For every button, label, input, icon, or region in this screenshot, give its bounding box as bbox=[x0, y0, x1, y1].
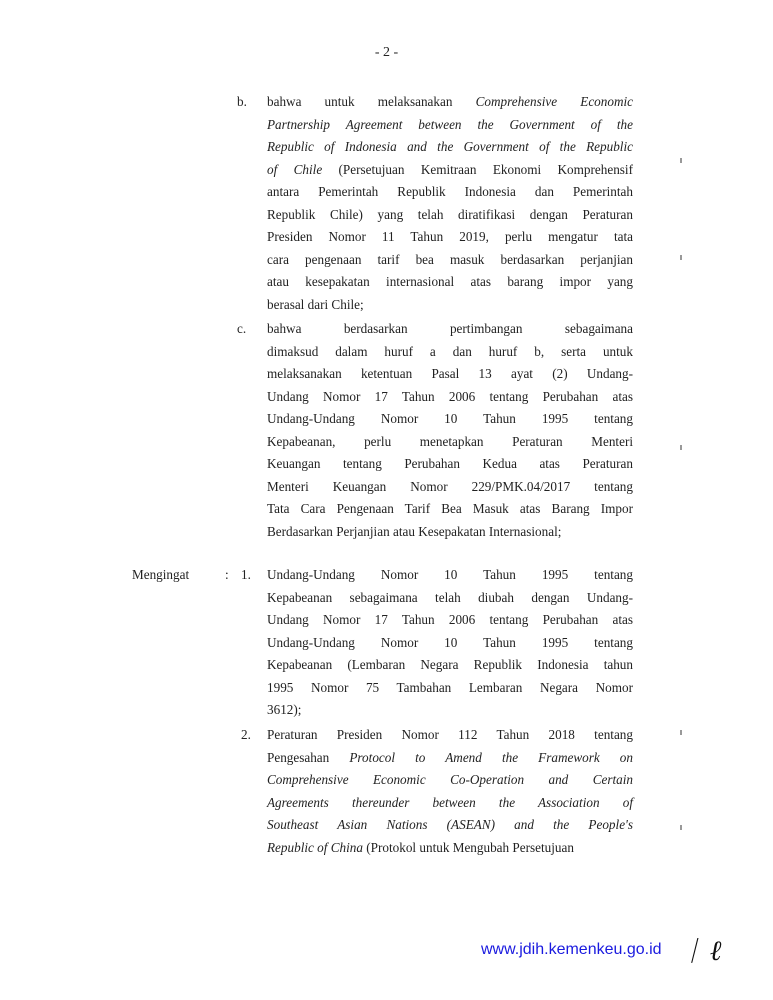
footer-url-link[interactable]: www.jdih.kemenkeu.go.id bbox=[481, 941, 662, 958]
text-line bbox=[267, 699, 633, 722]
text-line bbox=[267, 609, 633, 632]
italic-text: Partnership Agreement between the Government of the bbox=[267, 116, 633, 132]
text-line bbox=[267, 114, 633, 137]
text-line bbox=[267, 837, 633, 860]
scan-mark bbox=[680, 445, 682, 450]
text-line bbox=[267, 226, 633, 249]
text-segment: bahwa untuk melaksanakan bbox=[267, 94, 476, 109]
text-segment: Menteri Keuangan Nomor 229/PMK.04/2017 tentang bbox=[267, 478, 633, 494]
text-segment: Pengesahan bbox=[267, 749, 350, 765]
initials-signature: ᛁ ℓ bbox=[684, 934, 722, 967]
text-line bbox=[267, 363, 633, 386]
text-line bbox=[267, 249, 633, 272]
text-line bbox=[267, 159, 633, 182]
mengingat-colon: : bbox=[225, 567, 229, 582]
text-segment: Kepabeanan, perlu menetapkan Peraturan Menteri bbox=[267, 433, 633, 449]
text-line bbox=[267, 654, 633, 677]
text-segment: antara Pemerintah Republik Indonesia dan Pemerintah bbox=[267, 184, 633, 199]
italic-text: Comprehensive Economic bbox=[475, 94, 633, 109]
text-segment: Republik Chile) yang telah diratifikasi dengan Peraturan bbox=[267, 206, 633, 222]
consideration-c-marker: c. bbox=[237, 321, 247, 336]
text-segment: cara pengenaan tarif bea masuk berdasarkan perjanjian bbox=[267, 251, 633, 267]
text-segment: atau kesepakatan internasional atas barang impor yang bbox=[267, 274, 633, 289]
text-line bbox=[267, 521, 633, 544]
scan-mark bbox=[680, 825, 682, 830]
italic-text: Agreements thereunder between the Association of bbox=[267, 794, 633, 810]
text-line bbox=[267, 181, 633, 204]
text-line bbox=[267, 294, 633, 317]
text-line bbox=[267, 769, 633, 792]
consideration-c-paragraph bbox=[267, 318, 633, 543]
text-line bbox=[267, 498, 633, 521]
italic-text: Comprehensive Economic Co-Operation and Certain bbox=[267, 772, 633, 787]
italic-text: Republic of China bbox=[267, 839, 363, 855]
text-segment: 3612); bbox=[267, 702, 302, 717]
page-number: - 2 - bbox=[374, 45, 399, 60]
text-segment: Presiden Nomor 11 Tahun 2019, perlu mengatur tata bbox=[267, 229, 633, 244]
text-segment: Keuangan tentang Perubahan Kedua atas Peraturan bbox=[267, 456, 633, 471]
text-line bbox=[267, 476, 633, 499]
consideration-b-marker: b. bbox=[237, 94, 247, 109]
text-segment: Kepabeanan sebagaimana telah diubah dengan Undang- bbox=[267, 589, 633, 605]
text-segment: melaksanakan ketentuan Pasal 13 ayat (2) Undang- bbox=[267, 366, 633, 381]
italic-text: Protocol to Amend the Framework on bbox=[349, 749, 633, 765]
text-line bbox=[267, 814, 633, 837]
text-line bbox=[267, 587, 633, 610]
mengingat-2-marker: 2. bbox=[241, 727, 251, 742]
text-segment: 1995 Nomor 75 Tambahan Lembaran Negara Nomor bbox=[267, 679, 633, 695]
italic-text: Southeast Asian Nations (ASEAN) and the People's bbox=[267, 817, 633, 832]
scan-mark bbox=[680, 158, 682, 163]
text-segment: Undang Nomor 17 Tahun 2006 tentang Perubahan atas bbox=[267, 388, 633, 404]
text-line bbox=[267, 792, 633, 815]
text-line bbox=[267, 453, 633, 476]
text-line bbox=[267, 431, 633, 454]
mengingat-1-marker: 1. bbox=[241, 567, 251, 582]
text-segment: Undang-Undang Nomor 10 Tahun 1995 tentang bbox=[267, 634, 633, 650]
mengingat-1-paragraph bbox=[267, 564, 633, 722]
text-segment: Peraturan Presiden Nomor 112 Tahun 2018 tentang bbox=[267, 727, 633, 742]
text-segment: Undang Nomor 17 Tahun 2006 tentang Perubahan atas bbox=[267, 612, 633, 627]
text-segment: Undang-Undang Nomor 10 Tahun 1995 tentang bbox=[267, 411, 633, 426]
consideration-b-paragraph bbox=[267, 91, 633, 316]
text-segment: (Persetujuan Kemitraan Ekonomi Komprehensif bbox=[322, 161, 633, 177]
text-line bbox=[267, 677, 633, 700]
text-line bbox=[267, 136, 633, 159]
text-line bbox=[267, 91, 633, 114]
text-line bbox=[267, 724, 633, 747]
text-segment: Undang-Undang Nomor 10 Tahun 1995 tentang bbox=[267, 567, 633, 582]
text-line bbox=[267, 341, 633, 364]
text-segment: Berdasarkan Perjanjian atau Kesepakatan Internasional; bbox=[267, 523, 562, 539]
italic-text: Republic of Indonesia and the Government of the Republic bbox=[267, 139, 633, 154]
text-line bbox=[267, 564, 633, 587]
text-line bbox=[267, 408, 633, 431]
text-line bbox=[267, 318, 633, 341]
text-segment: Kepabeanan (Lembaran Negara Republik Indonesia tahun bbox=[267, 657, 633, 672]
text-segment: (Protokol untuk Mengubah Persetujuan bbox=[362, 839, 574, 855]
scan-mark bbox=[680, 255, 682, 260]
italic-text: of Chile bbox=[267, 161, 323, 177]
text-line bbox=[267, 271, 633, 294]
text-line bbox=[267, 747, 633, 770]
text-segment: bahwa berdasarkan pertimbangan sebagaimana bbox=[267, 321, 633, 336]
text-segment: dimaksud dalam huruf a dan huruf b, serta untuk bbox=[267, 343, 633, 359]
text-line bbox=[267, 386, 633, 409]
text-segment: Tata Cara Pengenaan Tarif Bea Masuk atas Barang Impor bbox=[267, 501, 633, 516]
text-segment: berasal dari Chile; bbox=[267, 296, 364, 312]
text-line bbox=[267, 204, 633, 227]
text-line bbox=[267, 632, 633, 655]
mengingat-2-paragraph bbox=[267, 724, 633, 859]
mengingat-label: Mengingat bbox=[132, 567, 190, 582]
scan-mark bbox=[680, 730, 682, 735]
